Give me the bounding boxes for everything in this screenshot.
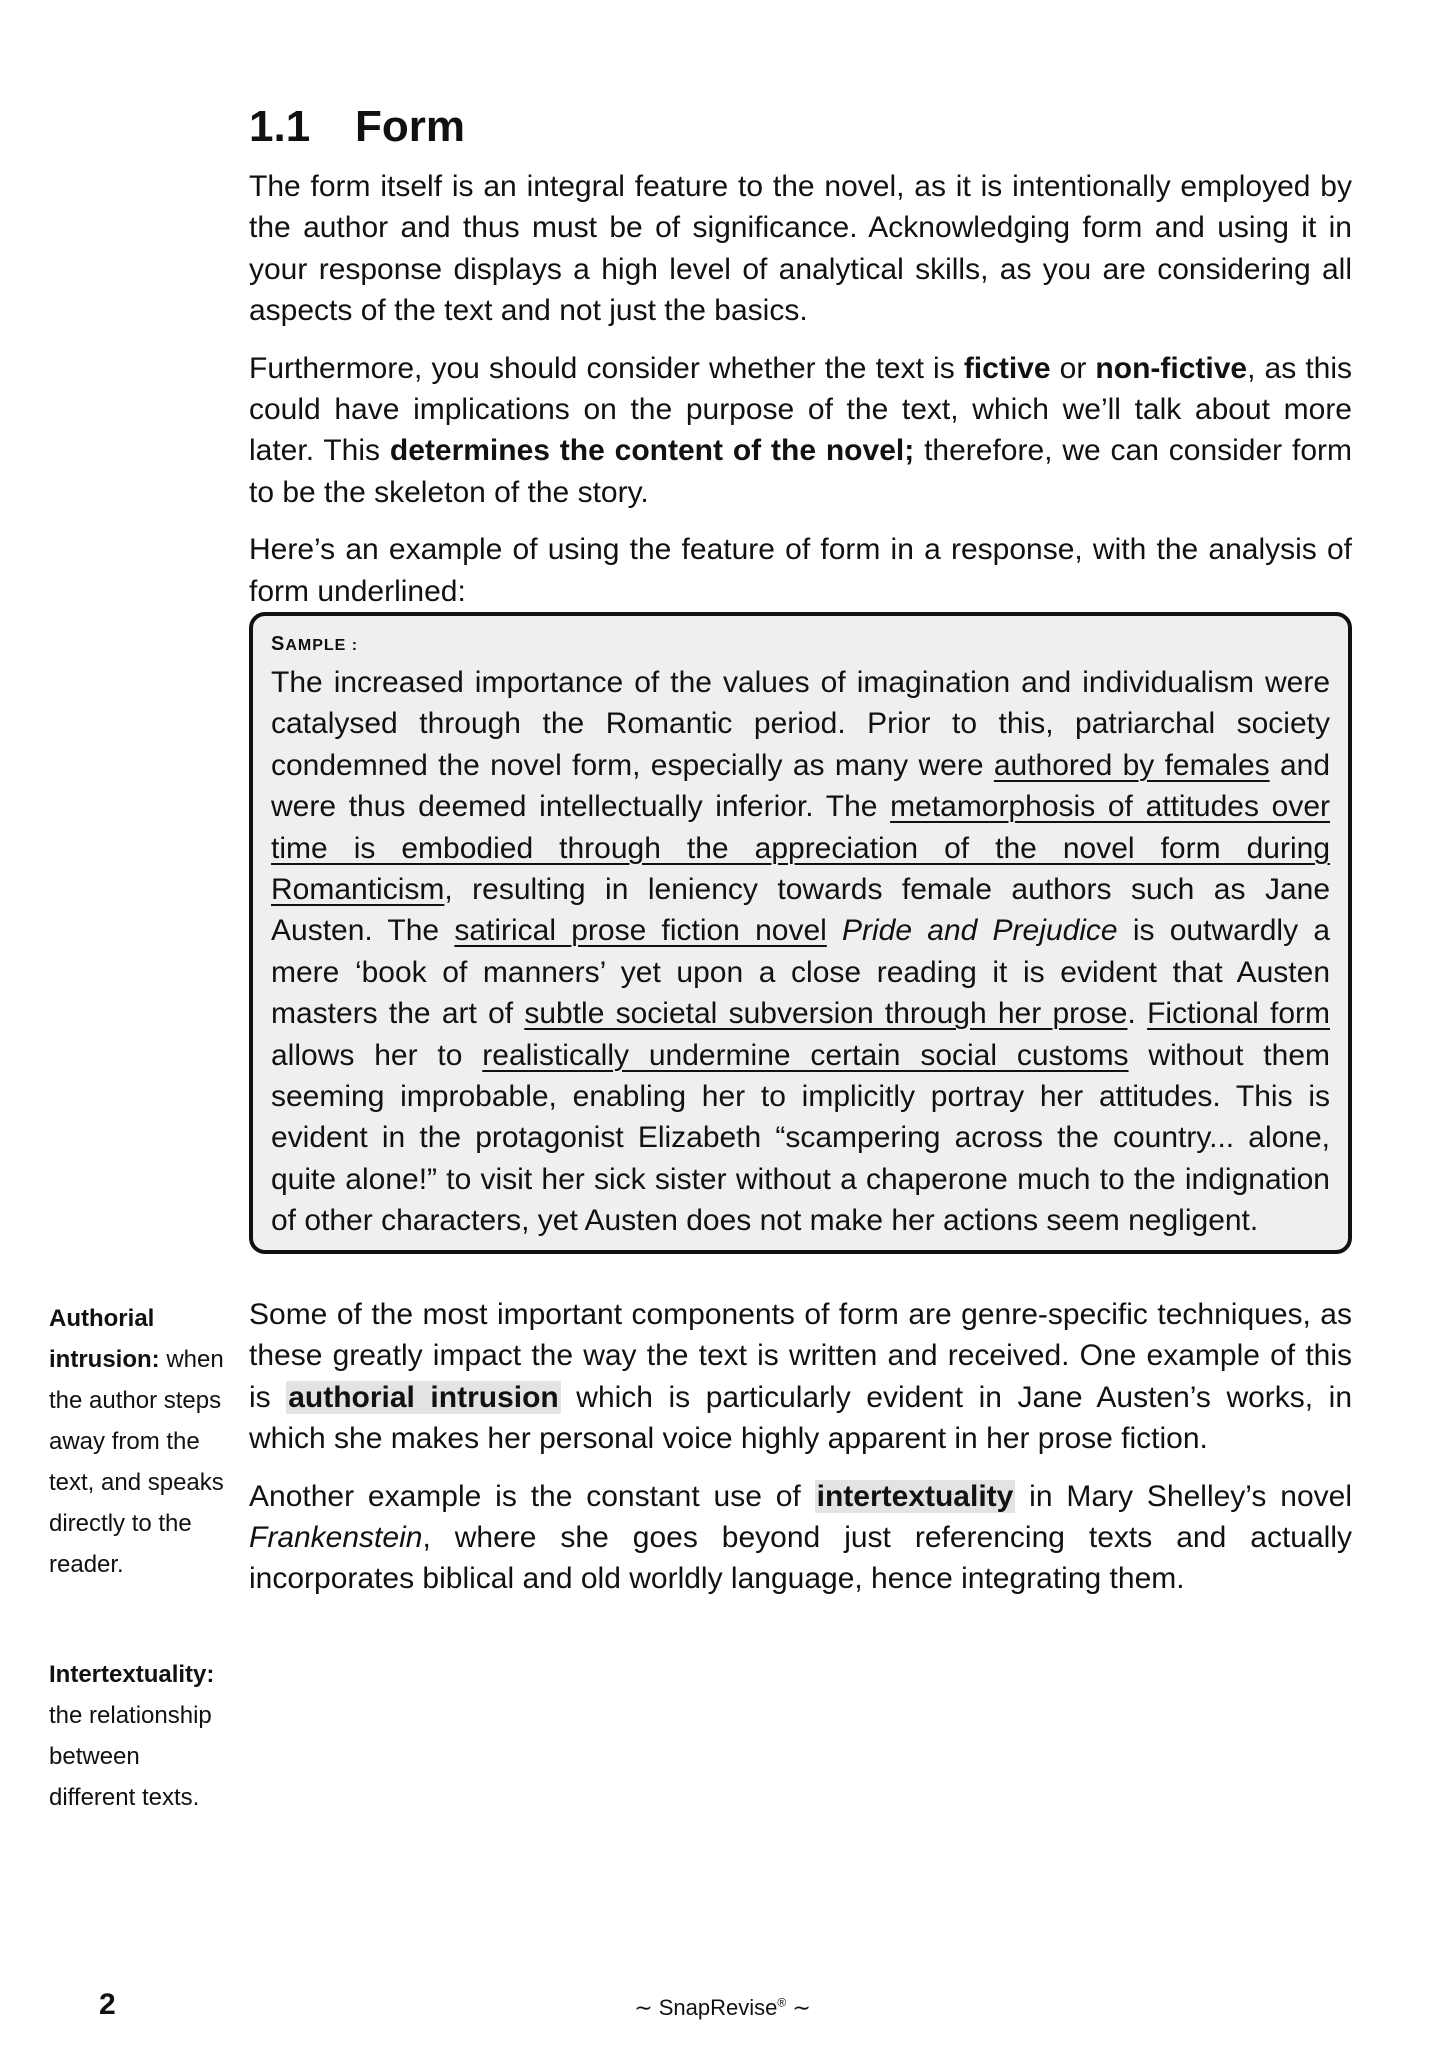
- paragraph-authorial-intrusion: Some of the most important components of form are genre-specific techniques, as these greatly impact the way the text is written and received. One example of this is authorial intrusion which is particularly evident in Jane Austen’s works, in which she makes her personal voice highly apparent in her prose fiction.: [249, 1298, 1352, 1456]
- book-title: Frankenstein: [249, 1521, 423, 1555]
- registered-mark: ®: [777, 1995, 787, 2010]
- sidenote-definition: the relationship between different texts.: [49, 1702, 212, 1811]
- paragraph-example-intro: Here’s an example of using the feature of form in a response, with the analysis of form underlined:: [249, 533, 1352, 608]
- paragraph-fictive: Furthermore, you should consider whether the text is fictive or non-fictive, as this could have implications on the purpose of the text, which we’ll talk about more later. This determines the content of the novel; therefore, we can consider form to be the skeleton of the story.: [249, 351, 1353, 509]
- term-fictive: fictive: [963, 351, 1051, 385]
- book-title: Pride and Prejudice: [842, 914, 1118, 948]
- sample-label: SAMPLE :: [271, 633, 359, 655]
- term-non-fictive: non-fictive: [1095, 351, 1248, 385]
- underlined-analysis: satirical prose fiction novel: [454, 914, 827, 948]
- underlined-analysis: subtle societal subversion through her prose: [524, 997, 1128, 1031]
- underlined-analysis: authored by females: [993, 748, 1270, 782]
- section-number: 1.1: [249, 102, 311, 151]
- sample-text: The increased importance of the values of imagination and individualism were catalysed through the Romantic period. Prior to this, patriarchal society condemned the novel form, especially as many were authored by females and were thus deemed intellectually inferior. The metamorphosis of attitudes over time is embodied through the appreciation of the novel form during Romanticism, resulting in leniency towards female authors such as Jane Austen. The satirical prose fiction novel Pride and Prejudice is outwardly a mere ‘book of manners’ yet upon a close reading it is evident that Austen masters the art of subtle societal subversion through her prose. Fictional form allows her to realistically undermine certain social customs without them seeming improbable, enabling her to implicitly portray her attitudes. This is evident in the protagonist Elizabeth “scampering across the country... alone, quite alone!” to visit her sick sister without a chaperone much to the indignation of other characters, yet Austen does not make her actions seem negligent.: [271, 666, 1331, 1238]
- section-title: Form: [355, 102, 465, 151]
- components-text: [249, 1294, 1352, 1616]
- sidenote-definition: when the author steps away from the text, and speaks directly to the reader.: [49, 1346, 224, 1578]
- sidenote-intertextuality: [49, 1654, 229, 1818]
- sidenote-authorial-intrusion: [49, 1298, 229, 1585]
- emphasis-content: determines the content of the novel;: [389, 434, 915, 468]
- intro-text: [249, 166, 1352, 628]
- highlighted-term: intertextuality: [816, 1479, 1014, 1513]
- highlighted-term: authorial intrusion: [288, 1380, 559, 1414]
- underlined-analysis: Fictional form: [1147, 997, 1331, 1031]
- paragraph-intro: The form itself is an integral feature to the novel, as it is intentionally employed by the author and thus must be of significance. Acknowledging form and using it in your response displays a high level of analytical skills, as you are considering all aspects of the text and not just the basics.: [249, 170, 1352, 328]
- underlined-analysis: metamorphosis of attitudes over time is embodied through the appreciation of the novel form during Romanticism: [271, 790, 1331, 907]
- page-number: 2: [99, 1988, 116, 2021]
- paragraph-intertextuality: Another example is the constant use of intertextuality in Mary Shelley’s novel Frankenstein, where she goes beyond just referencing texts and actually incorporates biblical and old worldly language, hence integrating them.: [249, 1479, 1352, 1596]
- underlined-analysis: realistically undermine certain social customs: [482, 1038, 1129, 1072]
- sidenote-term: Intertextuality:: [49, 1661, 215, 1688]
- sidenote-term: Authorial intrusion:: [49, 1305, 160, 1373]
- footer-brand: ∼ SnapRevise® ∼: [634, 1995, 811, 2020]
- sample-box: [249, 612, 1352, 1254]
- section-heading: [249, 96, 465, 158]
- brand-name: SnapRevise: [658, 1995, 778, 2020]
